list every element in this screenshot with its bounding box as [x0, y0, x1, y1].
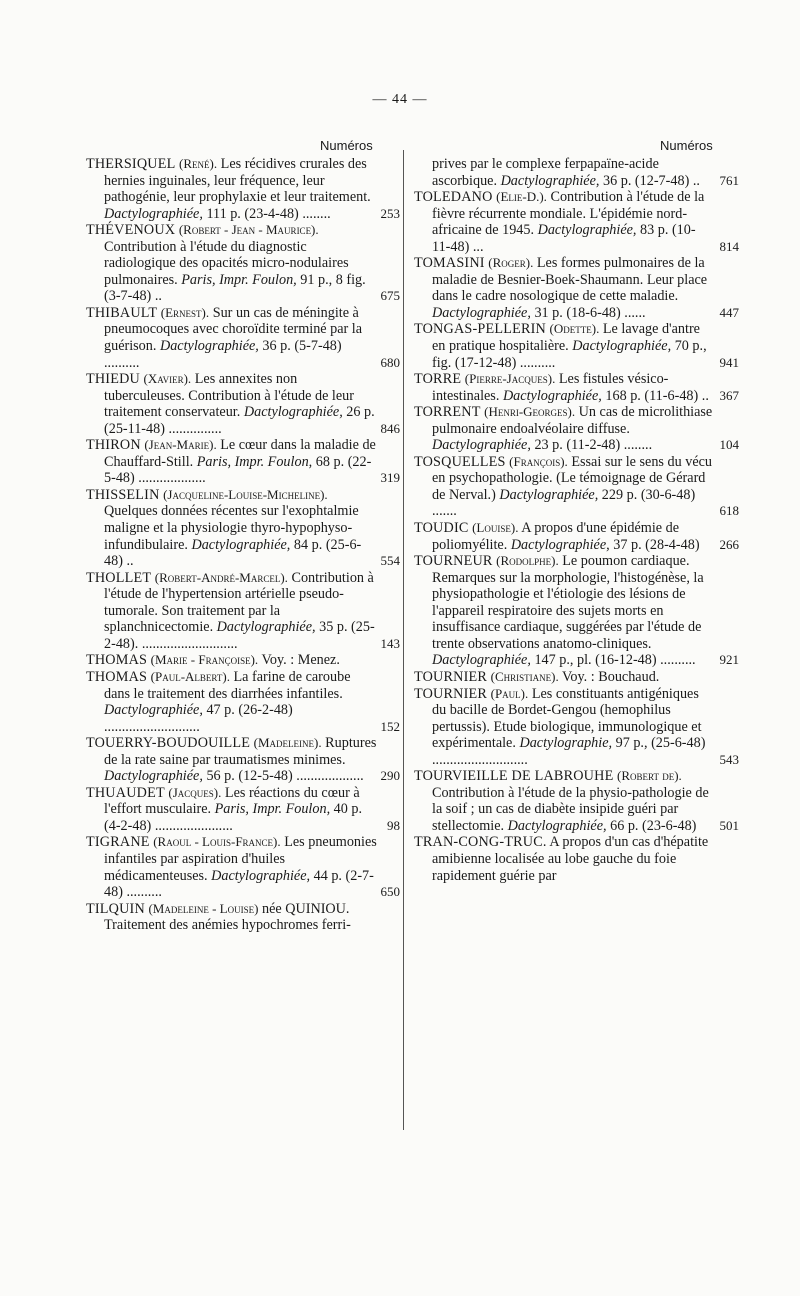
entry-publisher: Dactylographiée, [507, 817, 607, 834]
entry-title: Les constituants antigéniques du bacille de Bordet-Gengou (hemophilus pertussis). Etude biologique, immunologique et expérimentale. [432, 685, 702, 752]
bibliography-entry [86, 652, 386, 669]
entry-author-name: THOLLET [86, 569, 152, 586]
bibliography-entry [86, 784, 400, 835]
bibliography-entry [86, 222, 400, 305]
entry-author-name: TORRE [414, 371, 462, 388]
entry-number: 846 [380, 420, 400, 436]
entry-author-name: TOMASINI [414, 255, 485, 272]
entry-title: Contribution à l'étude de la fièvre récurrente mondiale. L'épidémie nord-africaine de 1945. [432, 189, 705, 239]
entry-publisher: Dactylographiée, [510, 536, 610, 553]
entry-details: 31 p. (18-6-48) ...... [530, 304, 646, 321]
entry-title: Le cœur dans la maladie de Chauffard-Still. [104, 437, 376, 470]
entry-title: Les annexites non tuberculeuses. Contribution à l'étude de leur traitement conservateur. [104, 371, 354, 421]
entry-author-name: THOMAS [86, 652, 148, 669]
bibliography-entry [86, 735, 400, 785]
entry-author-given: (Marie - Françoise). [150, 652, 259, 668]
entry-details: 91 p., 8 fig. (3-7-48) .. [104, 271, 366, 305]
entry-details: 84 p. (25-6-48) .. [104, 536, 362, 570]
entry-publisher: Paris, Impr. Foulon, [196, 453, 313, 470]
entry-author-name: TRAN-CONG-TRUC. [414, 834, 547, 851]
entry-number: 675 [380, 288, 400, 304]
entry-number: 814 [719, 238, 739, 254]
right-column [414, 156, 739, 884]
entry-number: 143 [380, 635, 400, 651]
page-number: — 44 — [372, 92, 428, 107]
bibliography-entry [86, 156, 400, 222]
entry-title: La farine de caroube dans le traitement des diarrhées infantiles. [104, 668, 351, 702]
entry-author-name: TOLEDANO [414, 189, 493, 206]
bibliography-entry [86, 901, 386, 934]
entry-title: Les formes pulmonaires de la maladie de Besnier-Boek-Shaumann. Leur place dans le cadre nosologique de cette maladie. [432, 255, 708, 305]
entry-details: 70 p., fig. (17-12-48) .......... [432, 338, 707, 371]
entry-author-name: TOURNIER [414, 685, 488, 702]
entry-details: 97 p., (25-6-48) ........................... [432, 735, 706, 768]
bibliography-entry [414, 156, 739, 189]
entry-number: 104 [719, 437, 739, 453]
bibliography-entry [86, 668, 400, 735]
entry-details: 68 p. (22-5-48) ................... [104, 453, 372, 487]
entry-author-name: THISSELIN [86, 486, 160, 503]
entry-number: 618 [719, 503, 739, 519]
entry-author-name: THIEDU [86, 371, 140, 388]
entry-publisher: Dactylographiée, [432, 652, 531, 669]
entry-details: 56 p. (12-5-48) ................... [202, 768, 364, 785]
entry-author-name: THIBAULT [86, 304, 158, 321]
bibliography-entry [86, 569, 400, 653]
entry-publisher: Dactylographiée, [537, 222, 637, 239]
entry-author-name: TOURVIEILLE DE LABROUHE [414, 768, 614, 785]
entry-number: 921 [719, 652, 739, 668]
entry-publisher: Dactylographiée, [159, 338, 259, 355]
entry-number: 554 [380, 553, 400, 569]
entry-number: 447 [719, 304, 739, 320]
entry-author-name: TOURNIER [414, 668, 488, 685]
entry-title: prives par le complexe ferpapaïne-acide ascorbique. [432, 156, 659, 189]
entry-number: 941 [719, 354, 739, 370]
entry-author-given: (Raoul - Louis-France). [153, 834, 281, 850]
entry-author-name: TOUERRY-BOUDOUILLE [86, 735, 251, 752]
entry-details: 35 p. (25-2-48). ........................... [104, 619, 375, 652]
entry-title: Voy. : [558, 668, 599, 685]
entry-title: née QUINIOU. Traitement des anémies hypochromes ferri- [104, 900, 351, 934]
bibliography-entry [414, 255, 739, 321]
entry-author-name: THOMAS [86, 668, 148, 685]
bibliography-entry [414, 189, 739, 255]
entry-publisher: Dactylographiée, [104, 768, 203, 785]
bibliography-entry [414, 685, 739, 769]
entry-author-name: TILQUIN [86, 900, 145, 917]
entry-number: 253 [380, 205, 400, 221]
bibliography-entry [86, 371, 400, 437]
bibliography-entry [414, 371, 739, 404]
entry-title: A propos d'une épidémie de poliomyélite. [432, 520, 680, 553]
entry-author-name: TOURNEUR [414, 553, 493, 570]
entry-publisher: Dactylographie, [519, 735, 613, 752]
entry-title: Sur un cas de méningite à pneumocoques avec choroïdite terminé par la guérison. [104, 304, 363, 355]
entry-number: 98 [387, 817, 400, 833]
bibliography-entry [414, 669, 719, 686]
entry-author-given: (Henri-Georges). [484, 404, 576, 420]
bibliography-entry [414, 768, 739, 834]
entry-publisher: Dactylographiée, [216, 619, 316, 636]
entry-details: 23 p. (11-2-48) ........ [530, 437, 653, 454]
entry-author-name: TOUDIC [414, 520, 469, 537]
entry-author-given: (Paul-Albert). [150, 668, 230, 684]
entry-publisher: Dactylographiée, [572, 338, 672, 355]
entry-author-given: (Roger). [488, 255, 534, 271]
entry-number: 501 [719, 817, 739, 833]
bibliography-entry [414, 321, 739, 371]
entry-author-name: THERSIQUEL [86, 156, 176, 172]
entry-publisher: Paris, Impr. Foulon, [214, 801, 331, 818]
entry-publisher: Dactylographiée, [500, 172, 600, 189]
entry-author-name: THÉVENOUX [86, 222, 176, 239]
bibliography-entry [414, 453, 739, 520]
entry-author-name: TONGAS-PELLERIN [414, 321, 546, 338]
entry-author-given: (Ernest). [160, 304, 210, 320]
entry-number: 290 [380, 768, 400, 784]
entry-title: Voy. : [258, 652, 298, 669]
entry-title: Les récidives crurales des hernies inguinales, leur fréquence, leur pathogénie, leur prophylaxie et leur traitement. [104, 156, 371, 206]
entry-details: Bouchaud. [598, 668, 660, 685]
entry-title: A propos d'un cas d'hépatite amibienne localisée au lobe gauche du foie rapidement guérie par [432, 834, 709, 884]
entry-number: 266 [719, 536, 739, 552]
entry-author-given: (Madeleine). [253, 735, 322, 751]
bibliography-entry [86, 437, 400, 487]
bibliography-entry [414, 834, 719, 884]
entry-publisher: Dactylographiée, [243, 404, 343, 421]
entry-publisher: Dactylographiée, [499, 486, 599, 503]
entry-author-given: (Odette). [549, 321, 600, 337]
entry-number: 543 [719, 751, 739, 767]
entry-author-given: (René). [179, 156, 218, 171]
bibliography-entry [86, 834, 400, 901]
entry-author-given: (Jean-Marie). [144, 437, 217, 453]
entry-details: 168 p. (11-6-48) .. [601, 387, 709, 404]
entry-title: Les réactions du cœur à l'effort musculaire. [104, 784, 360, 818]
entry-details: 40 p. (4-2-48) ...................... [104, 801, 363, 834]
bibliography-entry [414, 404, 739, 454]
entry-title: Les fistules vésico-intestinales. [432, 371, 669, 404]
entry-author-given: (Christiane). [490, 668, 559, 684]
entry-author-given: (Louise). [472, 520, 519, 536]
entry-publisher: Dactylographiée, [211, 867, 311, 884]
entry-publisher: Dactylographiée, [104, 205, 203, 222]
entry-details: 111 p. (23-4-48) ........ [202, 205, 331, 222]
entry-title: Un cas de microlithiase pulmonaire endoalvéolaire diffuse. [432, 404, 713, 437]
entry-author-given: (Madeleine - Louise) [148, 900, 259, 916]
entry-publisher: Dactylographiée, [191, 536, 291, 553]
entry-details: 83 p. (10-11-48) ... [432, 222, 696, 255]
entry-details: 47 p. (26-2-48) ........................... [104, 702, 293, 735]
bibliography-entry [414, 520, 739, 553]
column-divider [403, 150, 404, 1130]
entry-title: Quelques données récentes sur l'exophtalmie maligne et la physiologie thyro-hypophyso-infundibulaire. [104, 503, 359, 553]
entry-number: 650 [380, 884, 400, 900]
entry-number: 761 [719, 172, 739, 188]
entry-author-given: (Rodolphe). [496, 553, 559, 569]
entry-author-given: (Jacqueline-Louise-Micheline). [163, 486, 328, 502]
entry-details: Menez. [297, 652, 340, 669]
entry-publisher: Dactylographiée, [432, 304, 531, 321]
entry-title: Le poumon cardiaque. Remarques sur la morphologie, l'histogénèse, la physiopathologie et l'étiologie des lésions de l'appareil respiratoire des sujets morts en insuffisance cardiaque, suggérées par l'étude de trente observations anatomo-cliniques. [432, 553, 704, 652]
entry-author-name: TORRENT [414, 404, 481, 421]
entry-details: 36 p. (12-7-48) .. [599, 172, 700, 189]
entry-author-given: (Robert-André-Marcel). [154, 569, 288, 585]
bibliography-entry [86, 486, 400, 570]
entry-author-given: (Jacques). [168, 784, 222, 800]
column-header-right: Numéros [660, 138, 713, 153]
entry-author-given: (Robert de). [616, 768, 682, 784]
entry-title: Contribution à l'étude de l'hypertension artérielle pseudo-tumorale. Son traitement par la splanchnicectomie. [104, 569, 374, 636]
entry-author-given: (François). [509, 453, 568, 469]
entry-number: 319 [380, 470, 400, 486]
entry-publisher: Dactylographiée, [502, 387, 602, 404]
entry-details: 36 p. (5-7-48) .......... [104, 338, 342, 371]
entry-publisher: Paris, Impr. Foulon, [181, 271, 297, 288]
entry-author-name: THUAUDET [86, 784, 165, 801]
column-header-left: Numéros [320, 138, 373, 153]
entry-details: 229 p. (30-6-48) ....... [432, 486, 696, 520]
entry-title: Contribution à l'étude du diagnostic radiologique des opacités micro-nodulaires pulmonaires. [104, 238, 349, 288]
entry-title: Essai sur le sens du vécu en psychopathologie. (Le témoignage de Gérard de Nerval.) [432, 453, 713, 503]
entry-details: 66 p. (23-6-48) [606, 817, 697, 834]
entry-title: Les pneumonies infantiles par aspiration d'huiles médicamenteuses. [104, 834, 377, 884]
entry-author-given: (Pierre-Jacques). [464, 371, 556, 387]
entry-author-given: (Elie-D.). [496, 189, 547, 205]
entry-publisher: Dactylographiée, [104, 702, 203, 719]
entry-details: 37 p. (28-4-48) [609, 536, 700, 553]
entry-details: 147 p., pl. (16-12-48) .......... [530, 652, 696, 669]
entry-number: 152 [380, 718, 400, 734]
left-column [86, 156, 400, 934]
entry-author-name: TOSQUELLES [414, 453, 506, 470]
entry-title: Contribution à l'étude de la physio-pathologie de la soif ; un cas de diabète insipide guéri par stellectomie. [432, 784, 709, 834]
bibliography-entry [414, 553, 739, 669]
entry-publisher: Dactylographiée, [432, 437, 531, 454]
entry-author-given: (Paul). [490, 685, 529, 701]
entry-details: 26 p. (25-11-48) ............... [104, 404, 375, 437]
entry-number: 367 [719, 387, 739, 403]
bibliography-entry [86, 304, 400, 371]
entry-details: 44 p. (2-7-48) .......... [104, 867, 374, 901]
entry-author-name: THIRON [86, 437, 141, 454]
entry-author-name: TIGRANE [86, 834, 150, 851]
entry-author-given: (Robert - Jean - Maurice). [178, 222, 319, 238]
entry-number: 680 [380, 354, 400, 370]
entry-title: Le lavage d'antre en pratique hospitalière. [432, 321, 700, 355]
entry-title: Ruptures de la rate saine par traumatismes minimes. [104, 735, 377, 768]
entry-author-given: (Xavier). [143, 371, 192, 387]
